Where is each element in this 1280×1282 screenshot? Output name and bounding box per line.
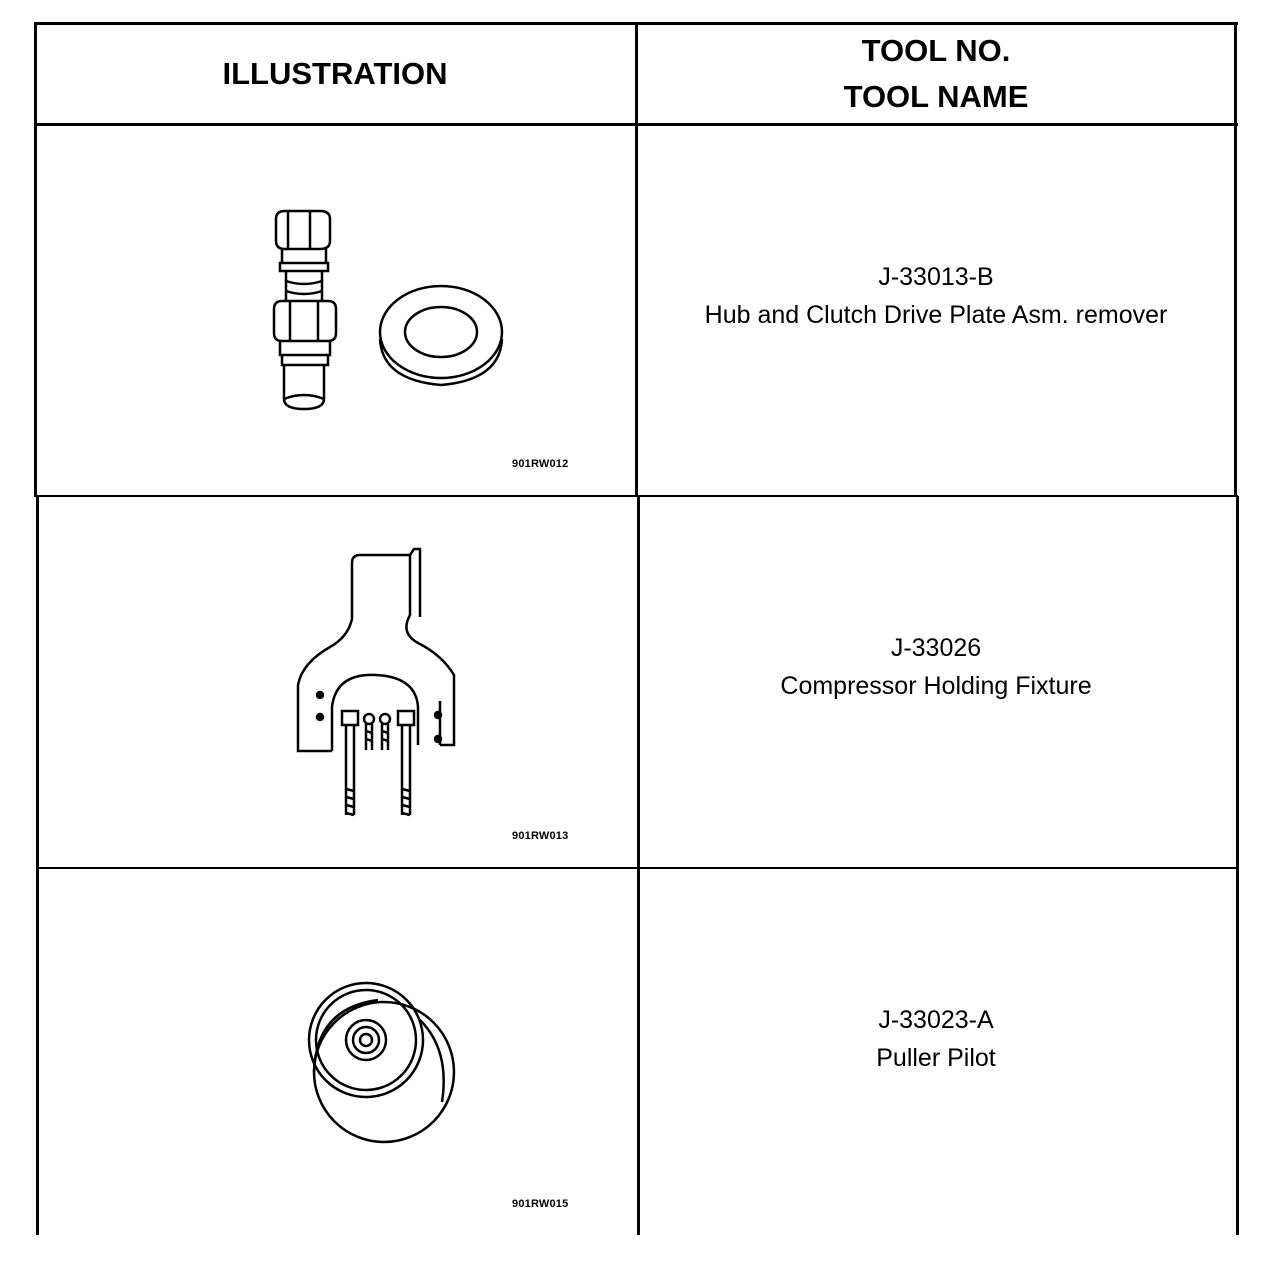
header-tool-no: TOOL NO. [861,33,1011,68]
tool-number: J-33026 [890,634,982,662]
hub-clutch-remover-icon [260,205,520,420]
holding-fixture-icon [292,545,472,825]
column-divider [637,496,640,1235]
header-tool-name: TOOL NAME [843,79,1029,114]
tool-cell [636,1001,1236,1077]
header-illustration: ILLUSTRATION [222,56,448,91]
tool-name: Compressor Holding Fixture [780,672,1092,700]
figure-code: 901RW012 [512,458,569,470]
tool-name: Puller Pilot [876,1044,996,1072]
tool-name: Hub and Clutch Drive Plate Asm. remover [704,301,1168,329]
figure-code: 901RW015 [512,1198,569,1210]
tool-cell [636,629,1236,705]
table-left-border [36,496,39,1235]
tool-number: J-33013-B [878,263,994,291]
figure-code: 901RW013 [512,830,569,842]
header-tool [636,24,1236,124]
table-right-border [1236,496,1239,1235]
tool-cell [636,258,1236,334]
puller-pilot-icon [300,980,470,1150]
tool-number: J-33023-A [878,1006,994,1034]
